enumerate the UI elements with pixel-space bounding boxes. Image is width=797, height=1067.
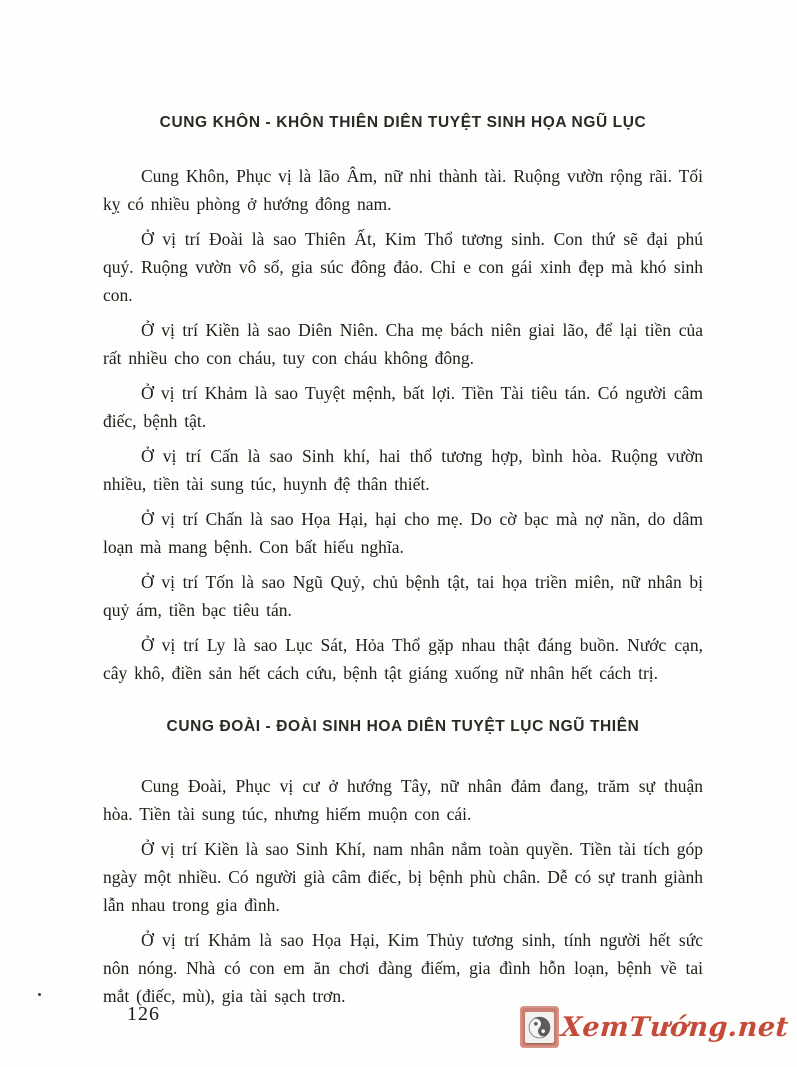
section-2-paragraph: Ở vị trí Kiền là sao Sinh Khí, nam nhân nắm toàn quyền. Tiền tài tích góp ngày một nhiều. Có người già câm điếc, bị bệnh phù chân. Dễ có sự tranh giành lẫn nhau trong gia đình. [103, 839, 703, 915]
section-1-paragraph: Ở vị trí Kiền là sao Diên Niên. Cha mẹ bách niên giai lão, để lại tiền của rất nhiều cho con cháu, tuy con cháu không đông. [103, 320, 703, 368]
yin-yang-icon-frame [525, 1012, 554, 1043]
page-number: 126 [127, 1003, 160, 1025]
section-2-heading: CUNG ĐOÀI - ĐOÀI SINH HOA DIÊN TUYỆT LỤC NGŨ THIÊN [166, 718, 640, 735]
section-1-paragraph: Ở vị trí Chấn là sao Họa Hại, hại cho mẹ. Do cờ bạc mà nợ nần, do dâm loạn mà mang bệnh. Con bất hiếu nghĩa. [103, 509, 703, 557]
section-1-heading: CUNG KHÔN - KHÔN THIÊN DIÊN TUYỆT SINH HỌA NGŨ LỤC [159, 114, 647, 131]
section-1-paragraph: Ở vị trí Ly là sao Lục Sát, Hỏa Thổ gặp nhau thật đáng buồn. Nước cạn, cây khô, điền sản hết cách cứu, bệnh tật giáng xuống nữ nhân hết cách trị. [103, 635, 703, 683]
yin-yang-icon [520, 1006, 559, 1048]
scan-speck [38, 993, 41, 996]
section-1-paragraph: Ở vị trí Tốn là sao Ngũ Quỷ, chủ bệnh tật, tai họa triền miên, nữ nhân bị quỷ ám, tiền bạc tiêu tán. [103, 572, 703, 620]
watermark [520, 1006, 789, 1048]
section-2-paragraph: Cung Đoài, Phục vị cư ở hướng Tây, nữ nhân đảm đang, trăm sự thuận hòa. Tiền tài sung túc, nhưng hiếm muộn con cái. [103, 776, 703, 824]
section-1-paragraph: Ở vị trí Đoài là sao Thiên Ất, Kim Thổ tương sinh. Con thứ sẽ đại phú quý. Ruộng vườn vô số, gia súc đông đảo. Chỉ e con gái xinh đẹp mà khó sinh con. [103, 229, 703, 305]
watermark-text: XemTướng.net [560, 1011, 791, 1043]
section-1-paragraph: Ở vị trí Khảm là sao Tuyệt mệnh, bất lợi. Tiền Tài tiêu tán. Có người câm điếc, bệnh tật. [103, 383, 703, 431]
section-1-paragraph: Ở vị trí Cấn là sao Sinh khí, hai thổ tương hợp, bình hòa. Ruộng vườn nhiều, tiền tài sung túc, huynh đệ thân thiết. [103, 446, 703, 494]
page-content [103, 114, 703, 1017]
section-2-paragraph: Ở vị trí Khảm là sao Họa Hại, Kim Thủy tương sinh, tính người hết sức nôn nóng. Nhà có con em ăn chơi đàng điếm, gia đình hỗn loạn, bệnh về tai mắt (điếc, mù), gia tài sạch trơn. [103, 930, 703, 1006]
section-1-paragraph: Cung Khôn, Phục vị là lão Âm, nữ nhi thành tài. Ruộng vườn rộng rãi. Tối kỵ có nhiều phòng ở hướng đông nam. [103, 166, 703, 214]
